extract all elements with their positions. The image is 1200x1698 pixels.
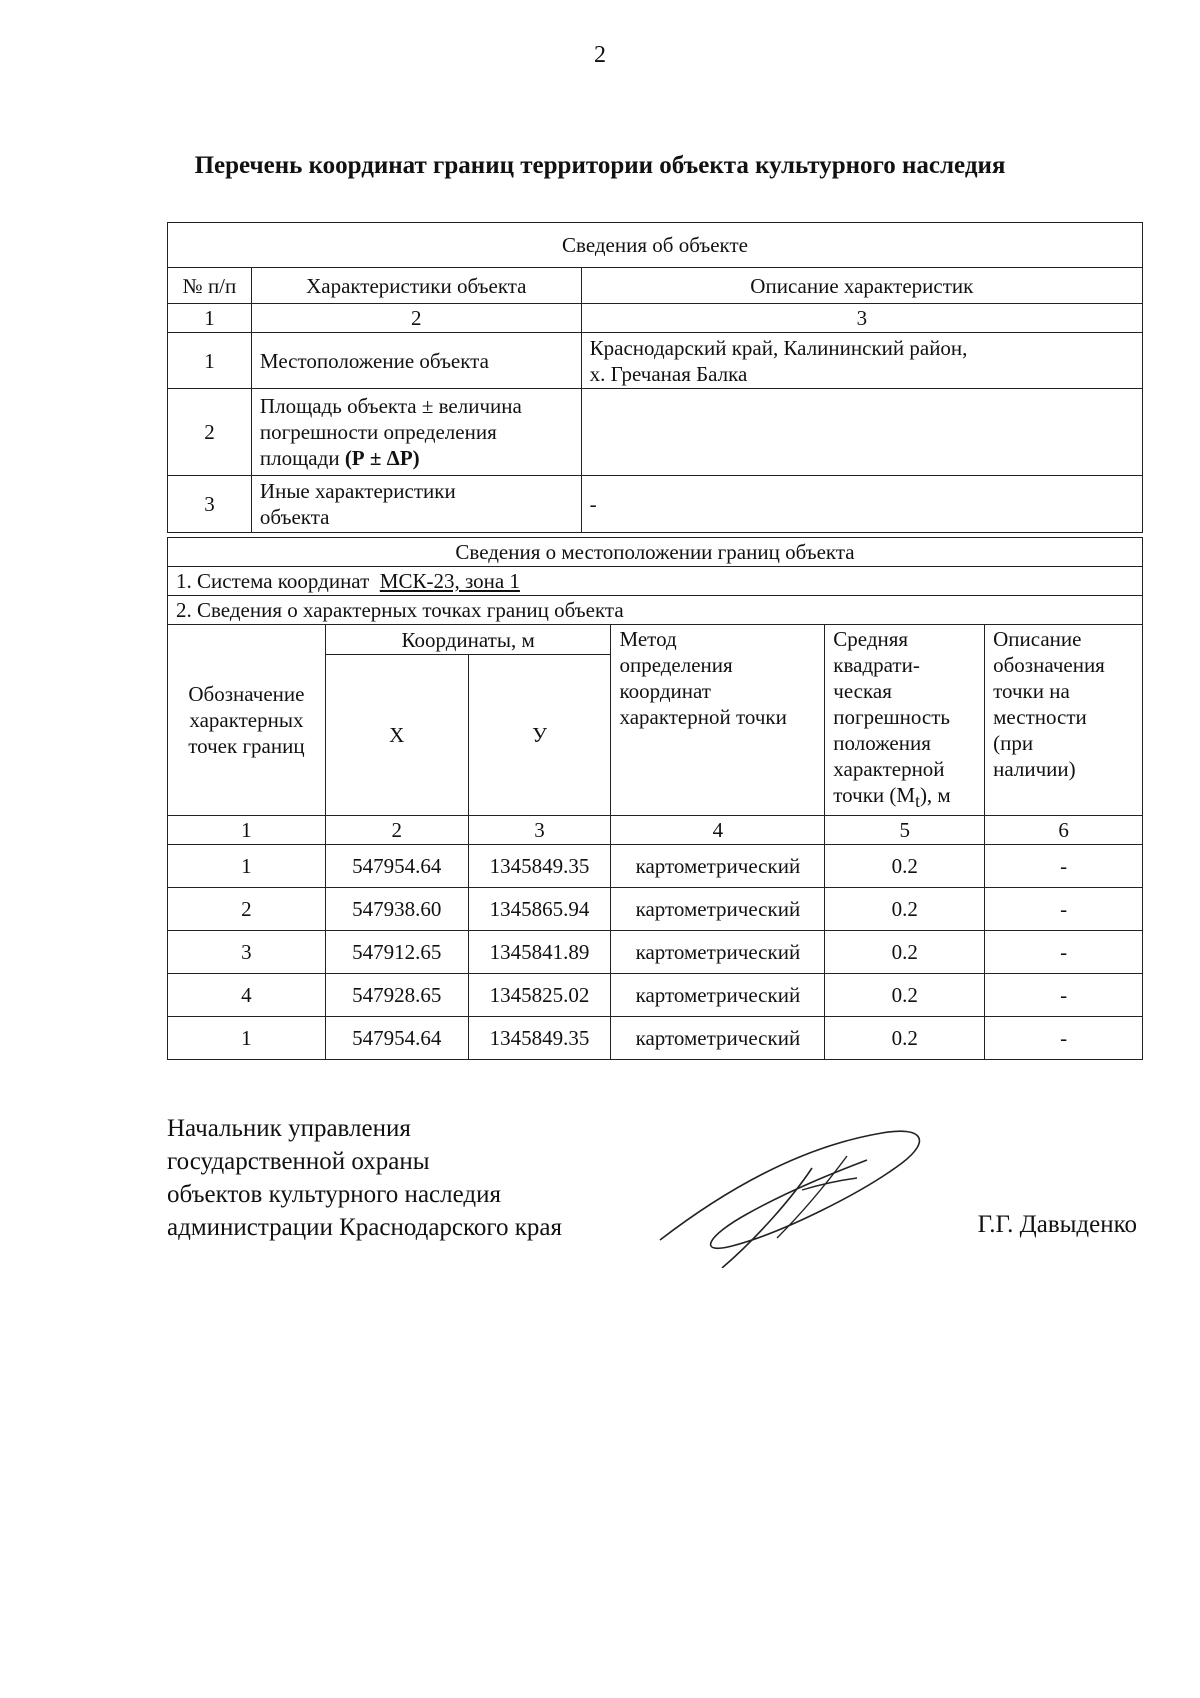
- col-number: 1: [168, 304, 252, 333]
- col-number: 6: [985, 816, 1143, 845]
- area-formula: (Р ± ΔР): [344, 446, 420, 470]
- table-row: [168, 974, 1143, 1017]
- col-point-line: точек границ: [188, 734, 305, 759]
- col-header-point: [168, 625, 326, 816]
- signatory-line-3: объектов культурного наследия: [167, 1181, 501, 1208]
- signatory-title: [167, 1112, 562, 1244]
- table-row: [168, 333, 1143, 389]
- point-x: 547954.64: [325, 845, 468, 888]
- area-line-1: Площадь объекта ± величина: [259, 394, 522, 418]
- coord-system-label: 1. Система координат: [176, 569, 370, 593]
- point-method: картометрический: [611, 845, 825, 888]
- col-desc-line: местности: [993, 705, 1087, 729]
- object-info-header: Сведения об объекте: [168, 223, 1143, 268]
- col-error-subscript: t: [915, 791, 920, 812]
- row-num: 2: [168, 389, 252, 476]
- col-header-desc: [985, 625, 1143, 816]
- row-num: 1: [168, 333, 252, 389]
- col-desc-line: обозначения: [993, 653, 1105, 677]
- table-row: [168, 476, 1143, 533]
- point-x: 547938.60: [325, 888, 468, 931]
- col-method-line: характерной точки: [619, 705, 787, 729]
- area-line-3-text: площади: [259, 446, 345, 470]
- col-header-error: [825, 625, 985, 816]
- point-error: 0.2: [825, 931, 985, 974]
- col-method-line: определения: [619, 653, 733, 677]
- point-id: 3: [168, 931, 326, 974]
- col-error-line: квадрати-: [833, 653, 920, 677]
- point-method: картометрический: [611, 888, 825, 931]
- point-error: 0.2: [825, 845, 985, 888]
- col-point-line: Обозначение: [188, 682, 305, 707]
- col-number: 4: [611, 816, 825, 845]
- col-number: 1: [168, 816, 326, 845]
- point-id: 4: [168, 974, 326, 1017]
- row-value: -: [581, 476, 1142, 533]
- point-method: картометрический: [611, 974, 825, 1017]
- coord-system-row: [168, 567, 1143, 596]
- signatory-name: Г.Г. Давыденко: [977, 1211, 1137, 1238]
- other-line-2: объекта: [259, 505, 330, 529]
- point-desc: -: [985, 845, 1143, 888]
- col-desc-line: точки на: [993, 679, 1070, 703]
- point-x: 547954.64: [325, 1017, 468, 1060]
- signatory-line-2: государственной охраны: [167, 1148, 430, 1175]
- row-name: [251, 476, 581, 533]
- location-info-table: [167, 537, 1143, 1060]
- col-point-line: характерных: [189, 708, 304, 733]
- coord-system-value: МСК-23, зона 1: [379, 569, 520, 593]
- point-method: картометрический: [611, 931, 825, 974]
- col-number: 2: [251, 304, 581, 333]
- point-id: 1: [168, 845, 326, 888]
- col-desc-line: Описание: [993, 627, 1082, 651]
- point-desc: -: [985, 1017, 1143, 1060]
- row-name: [251, 389, 581, 476]
- col-number: 5: [825, 816, 985, 845]
- col-header-coords: Координаты, м: [325, 625, 611, 655]
- table-row: [168, 1017, 1143, 1060]
- point-error: 0.2: [825, 1017, 985, 1060]
- other-line-1: Иные характеристики: [259, 479, 456, 503]
- location-line-2: х. Гречаная Балка: [589, 361, 748, 386]
- point-y: 1345865.94: [468, 888, 611, 931]
- col-error-line: [833, 782, 976, 814]
- point-y: 1345849.35: [468, 1017, 611, 1060]
- col-error-line: погрешность: [833, 705, 950, 729]
- point-method: картометрический: [611, 1017, 825, 1060]
- row-name: Местоположение объекта: [251, 333, 581, 389]
- row-value: [581, 333, 1142, 389]
- area-line-3: [260, 445, 573, 471]
- row-value: [581, 389, 1142, 476]
- point-desc: -: [985, 888, 1143, 931]
- row-num: 3: [168, 476, 252, 533]
- col-number: 3: [581, 304, 1142, 333]
- col-error-text: ), м: [919, 783, 951, 807]
- col-method-line: координат: [619, 679, 711, 703]
- point-x: 547928.65: [325, 974, 468, 1017]
- point-desc: -: [985, 974, 1143, 1017]
- point-desc: -: [985, 931, 1143, 974]
- col-desc-line: наличии): [993, 757, 1076, 781]
- col-error-line: положения: [833, 731, 931, 755]
- col-header-num: № п/п: [168, 268, 252, 304]
- col-desc-line: (при: [993, 731, 1034, 755]
- points-label: 2. Сведения о характерных точках границ объекта: [168, 596, 1143, 625]
- point-id: 2: [168, 888, 326, 931]
- table-row: [168, 931, 1143, 974]
- col-error-line: характерной: [833, 757, 945, 781]
- col-header-characteristic: Характеристики объекта: [251, 268, 581, 304]
- point-y: 1345825.02: [468, 974, 611, 1017]
- location-line-1: Краснодарский край, Калининский район,: [589, 335, 968, 360]
- col-header-x: X: [325, 655, 468, 816]
- table-row: [168, 845, 1143, 888]
- col-header-description: Описание характеристик: [581, 268, 1142, 304]
- object-info-table: [167, 222, 1143, 533]
- col-number: 2: [325, 816, 468, 845]
- col-header-method: [611, 625, 825, 816]
- col-method-line: Метод: [619, 627, 677, 651]
- point-x: 547912.65: [325, 931, 468, 974]
- signatory-line-4: администрации Краснодарского края: [167, 1214, 563, 1241]
- col-error-line: ческая: [833, 679, 892, 703]
- point-y: 1345849.35: [468, 845, 611, 888]
- point-y: 1345841.89: [468, 931, 611, 974]
- col-error-line: Средняя: [833, 627, 909, 651]
- col-number: 3: [468, 816, 611, 845]
- point-error: 0.2: [825, 974, 985, 1017]
- signatory-line-1: Начальник управления: [167, 1115, 411, 1142]
- location-info-header: Сведения о местоположении границ объекта: [168, 538, 1143, 567]
- point-id: 1: [168, 1017, 326, 1060]
- page-number: 2: [594, 42, 606, 68]
- area-line-2: погрешности определения: [259, 420, 497, 444]
- table-row: [168, 888, 1143, 931]
- table-row: [168, 389, 1143, 476]
- handwritten-signature: [652, 1128, 942, 1268]
- col-header-y: У: [468, 655, 611, 816]
- col-error-text: точки (М: [833, 783, 916, 807]
- point-error: 0.2: [825, 888, 985, 931]
- document-title: Перечень координат границ территории объекта культурного наследия: [194, 152, 1006, 179]
